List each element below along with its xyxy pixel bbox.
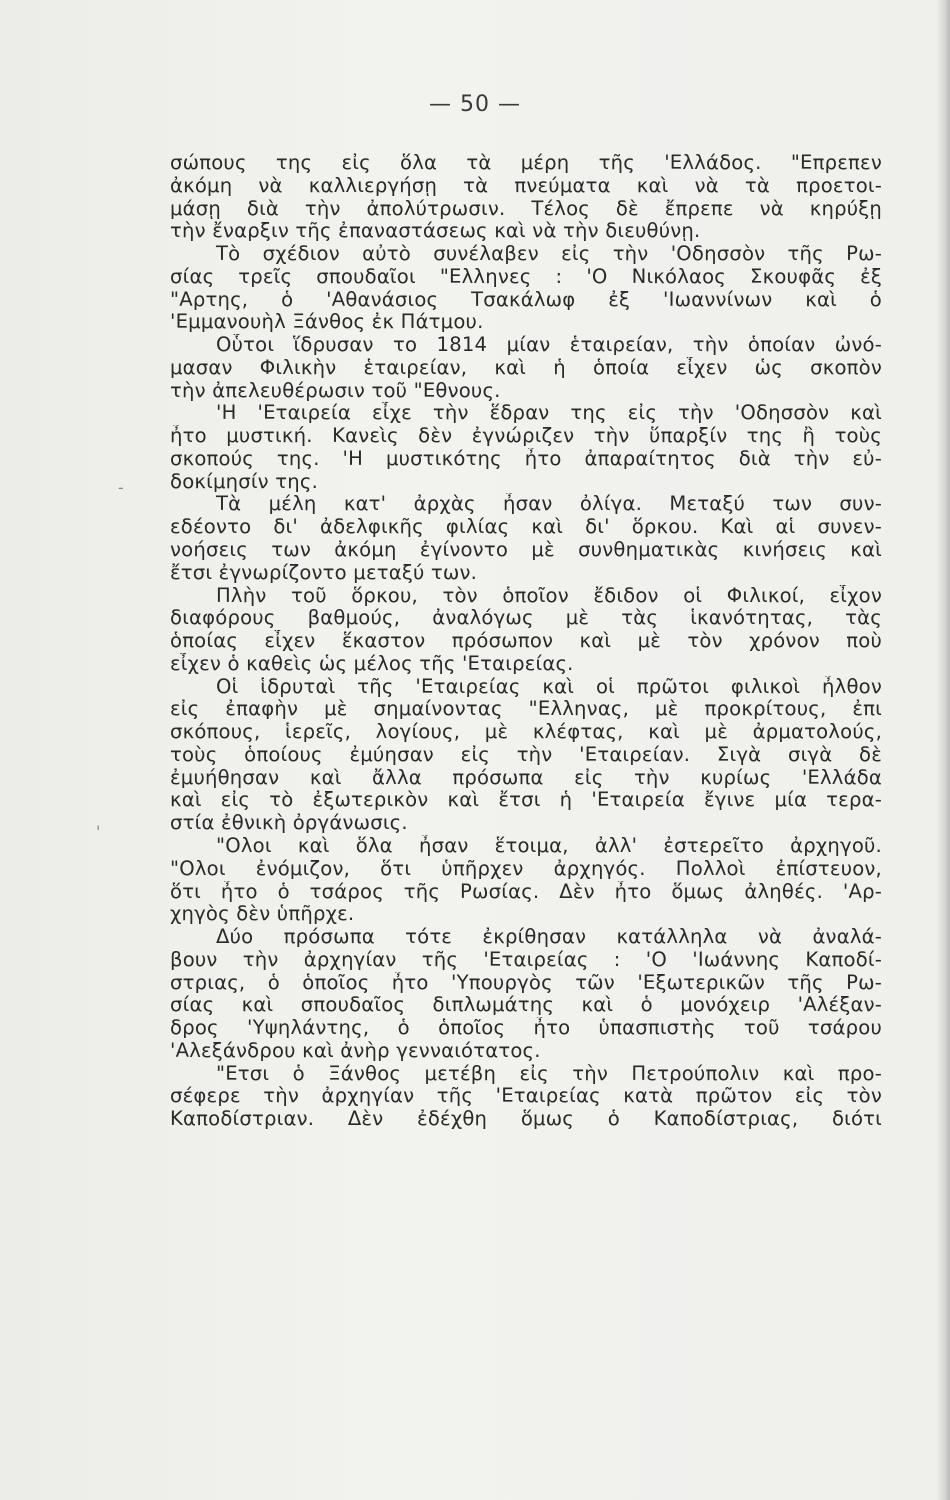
text-line: εἰς ἐπαφὴν μὲ σημαίνοντας "Ελληνας, μὲ προκρίτους, ἐπι (170, 698, 882, 721)
text-line: στία ἐθνικὴ ὀργάνωσις. (170, 812, 408, 835)
text-line: μάσῃ διὰ τὴν ἀπολύτρωσιν. Τέλος δὲ ἔπρεπε νὰ κηρύξῃ (170, 197, 882, 220)
page-edge-shadow (936, 0, 950, 1500)
text-line: τὴν ἀπελευθέρωσιν τοῦ "Εθνους. (170, 379, 501, 402)
text-line: Οἱ ἱδρυταὶ τῆς 'Εταιρείας καὶ οἱ πρῶτοι φιλικοὶ ἦλθον (216, 675, 882, 698)
text-line: τὴν ἔναρξιν τῆς ἐπαναστάσεως καὶ νὰ τὴν διευθύνῃ. (170, 220, 701, 243)
text-line: Πλὴν τοῦ ὅρκου, τὸν ὁποῖον ἔδιδον οἱ Φιλικοί, εἶχον (216, 584, 882, 607)
text-line: τοὺς ὁποίους ἐμύησαν εἰς τὴν 'Εταιρείαν. Σιγὰ σιγὰ δὲ (170, 743, 882, 766)
text-line: Δύο πρόσωπα τότε ἐκρίθησαν κατάλληλα νὰ ἀναλά- (216, 926, 882, 949)
text-line: "Ολοι ἐνόμιζον, ὅτι ὑπῆρχεν ἀρχηγός. Πολλοὶ ἐπίστευον, (170, 857, 882, 880)
page-number: — 50 — (429, 92, 521, 117)
text-line: σέφερε τὴν ἀρχηγίαν τῆς 'Εταιρείας κατὰ πρῶτον εἰς τὸν (170, 1085, 882, 1108)
text-line: χηγὸς δὲν ὑπῆρχε. (170, 903, 355, 926)
text-line: εἶχεν ὁ καθεὶς ὡς μέλος τῆς 'Εταιρείας. (170, 652, 574, 675)
text-line: ὅτι ἦτο ὁ τσάρος τῆς Ρωσίας. Δὲν ἦτο ὅμως ἀληθές. 'Αρ- (170, 880, 882, 903)
text-line: Τὰ μέλη κατ' ἀρχὰς ἦσαν ὀλίγα. Μεταξύ των συν- (216, 493, 882, 516)
text-line: μασαν Φιλικὴν ἑταιρείαν, καὶ ἡ ὁποία εἶχεν ὡς σκοπὸν (170, 356, 882, 379)
text-line: "Ετσι ὁ Ξάνθος μετέβη εἰς τὴν Πετρούπολιν καὶ προ- (216, 1062, 882, 1085)
text-line: δοκίμησίν της. (170, 470, 319, 493)
text-line: 'Εμμανουὴλ Ξάνθος ἐκ Πάτμου. (170, 311, 484, 334)
text-line: σίας τρεῖς σπουδαῖοι "Ελληνες : 'Ο Νικόλαος Σκουφᾶς ἐξ (170, 265, 882, 288)
text-line: διαφόρους βαθμούς, ἀναλόγως μὲ τὰς ἱκανότητας, τὰς (170, 607, 882, 630)
text-line: Καποδίστριαν. Δὲν ἐδέχθη ὅμως ὁ Καποδίστριας, διότι (170, 1108, 882, 1131)
text-line: Οὗτοι ἵδρυσαν το 1814 μίαν ἑταιρείαν, τὴν ὁποίαν ὠνό- (216, 334, 882, 357)
margin-tick-mark: - (118, 478, 124, 497)
body-text (170, 152, 882, 1131)
text-line: σίας καὶ σπουδαῖος διπλωμάτης καὶ ὁ μονόχειρ 'Αλέξαν- (170, 994, 882, 1017)
text-line: νοήσεις των ἀκόμη ἐγίνοντο μὲ συνθηματικὰς κινήσεις καὶ (170, 539, 882, 562)
text-line: σκοπούς της. 'Η μυστικότης ἦτο ἀπαραίτητος διὰ τὴν εὐ- (170, 447, 882, 470)
text-line: ὁποίας εἶχεν ἕκαστον πρόσωπον καὶ μὲ τὸν χρόνον ποὺ (170, 630, 882, 653)
text-line: καὶ εἰς τὸ ἐξωτερικὸν καὶ ἔτσι ἡ 'Εταιρεία ἔγινε μία τερα- (170, 789, 882, 812)
text-line: 'Η 'Εταιρεία εἶχε τὴν ἕδραν της εἰς τὴν 'Οδησσὸν καὶ (216, 402, 882, 425)
text-line: δρος 'Υψηλάντης, ὁ ὁποῖος ἦτο ὑπασπιστὴς τοῦ τσάρου (170, 1017, 882, 1040)
text-line: εδέοντο δι' ἀδελφικῆς φιλίας καὶ δι' ὅρκου. Καὶ αἱ συνεν- (170, 516, 882, 539)
text-line: σώπους της εἰς ὅλα τὰ μέρη τῆς 'Ελλάδος. "Επρεπεν (170, 152, 882, 174)
text-line: σκόπους, ἱερεῖς, λογίους, μὲ κλέφτας, καὶ μὲ ἀρματολούς, (170, 721, 882, 744)
text-line: βουν τὴν ἀρχηγίαν τῆς 'Εταιρείας : 'Ο 'Ιωάννης Καποδί- (170, 948, 882, 971)
text-line: στριας, ὁ ὁποῖος ἦτο 'Υπουργὸς τῶν 'Εξωτερικῶν τῆς Ρω- (170, 971, 882, 994)
text-line: 'Αλεξάνδρου καὶ ἀνὴρ γενναιότατος. (170, 1039, 541, 1062)
text-line: "Αρτης, ὁ 'Αθανάσιος Τσακάλωφ ἐξ 'Ιωαννίνων καὶ ὁ (170, 288, 882, 311)
text-line: Τὸ σχέδιον αὐτὸ συνέλαβεν εἰς τὴν 'Οδησσὸν τῆς Ρω- (216, 243, 882, 266)
text-line: ἔτσι ἐγνωρίζοντο μεταξύ των. (170, 561, 478, 584)
margin-tick-mark: ' (96, 822, 101, 841)
text-line: "Ολοι καὶ ὅλα ἦσαν ἕτοιμα, ἀλλ' ἐστερεῖτο ἀρχηγοῦ. (216, 834, 882, 857)
text-line: ἐμυήθησαν καὶ ἄλλα πρόσωπα εἰς τὴν κυρίως 'Ελλάδα (170, 766, 882, 789)
text-line: ἦτο μυστική. Κανεὶς δὲν ἐγνώριζεν τὴν ὕπαρξίν της ἢ τοὺς (170, 425, 882, 448)
text-line: ἀκόμη νὰ καλλιεργήσῃ τὰ πνεύματα καὶ νὰ τὰ προετοι- (170, 174, 882, 197)
